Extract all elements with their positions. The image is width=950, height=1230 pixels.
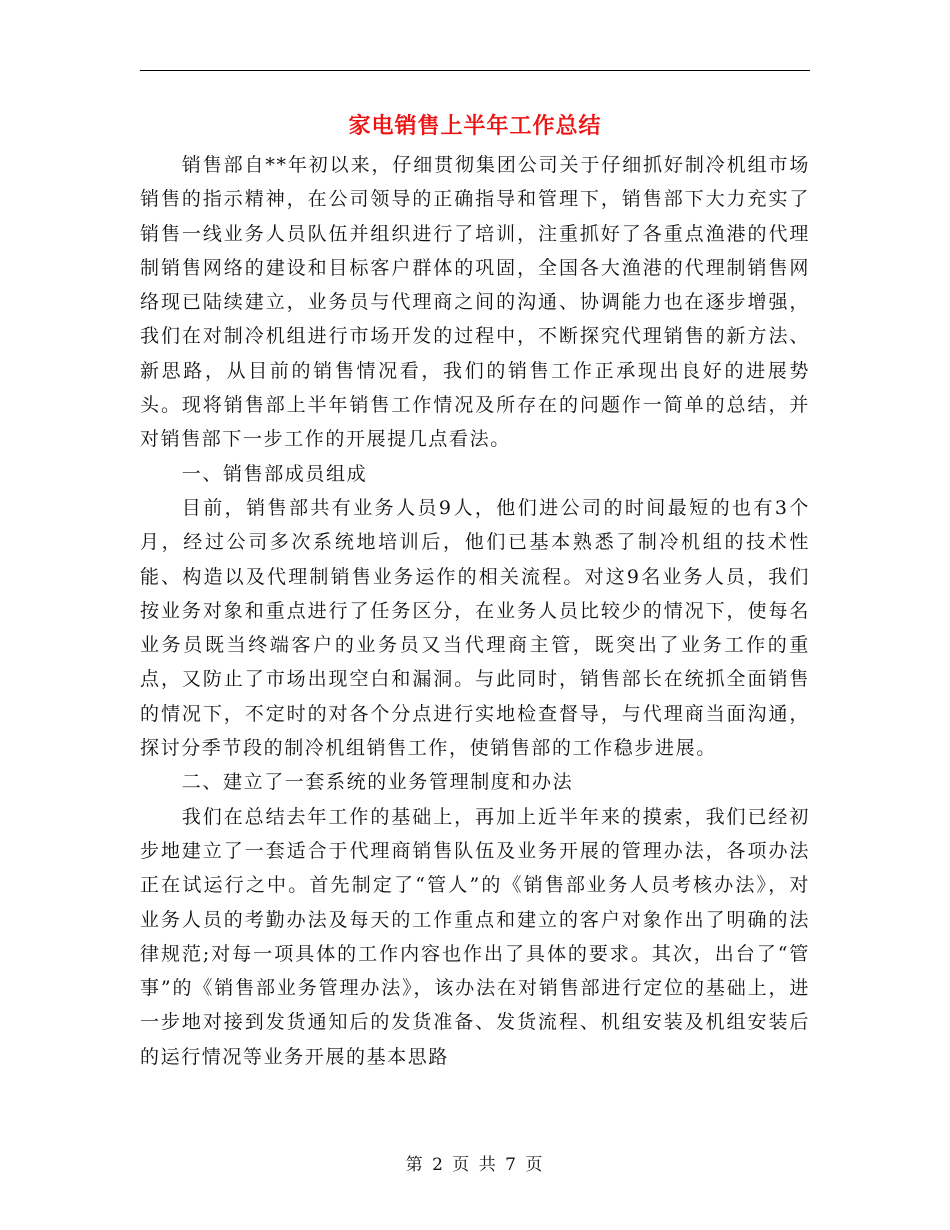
section-1-paragraph: 目前，销售部共有业务人员9人，他们进公司的时间最短的也有3个月，经过公司多次系统地培训后，他们已基本熟悉了制冷机组的技术性能、构造以及代理制销售业务运作的相关流程。对这9名业务人员，我们按业务对象和重点进行了任务区分，在业务人员比较少的情况下，使每名业务员既当终端客户的业务员又当代理商主管，既突出了业务工作的重点，又防止了市场出现空白和漏洞。与此同时，销售部长在统抓全面销售的情况下，不定时的对各个分点进行实地检查督导，与代理商当面沟通，探讨分季节段的制冷机组销售工作，使销售部的工作稳步进展。 [140, 496, 810, 760]
page-footer: 第 2 页 共 7 页 [405, 1155, 545, 1175]
section-heading-1: 一、销售部成员组成 [181, 462, 368, 485]
section-heading-2: 二、建立了一套系统的业务管理制度和办法 [181, 771, 574, 794]
document-title: 家电销售上半年工作总结 [348, 113, 602, 139]
section-2-paragraph: 我们在总结去年工作的基础上，再加上近半年来的摸索，我们已经初步地建立了一套适合于代理商销售队伍及业务开展的管理办法，各项办法正在试运行之中。首先制定了“管人”的《销售部业务人员考核办法》，对业务人员的考勤办法及每天的工作重点和建立的客户对象作出了明确的法律规范;对每一项具体的工作内容也作出了具体的要求。其次，出台了“管事”的《销售部业务管理办法》，该办法在对销售部进行定位的基础上，进一步地对接到发货通知后的发货准备、发货流程、机组安装及机组安装后的运行情况等业务开展的基本思路 [140, 805, 810, 1068]
document-body [140, 148, 810, 1074]
header-rule [140, 70, 810, 71]
intro-paragraph: 销售部自**年初以来，仔细贯彻集团公司关于仔细抓好制冷机组市场销售的指示精神，在公司领导的正确指导和管理下，销售部下大力充实了销售一线业务人员队伍并组织进行了培训，注重抓好了各重点渔港的代理制销售网络的建设和目标客户群体的巩固，全国各大渔港的代理制销售网络现已陆续建立，业务员与代理商之间的沟通、协调能力也在逐步增强，我们在对制冷机组进行市场开发的过程中，不断探究代理销售的新方法、新思路，从目前的销售情况看，我们的销售工作正承现出良好的进展势头。现将销售部上半年销售工作情况及所存在的问题作一简单的总结，并对销售部下一步工作的开展提几点看法。 [140, 154, 810, 451]
